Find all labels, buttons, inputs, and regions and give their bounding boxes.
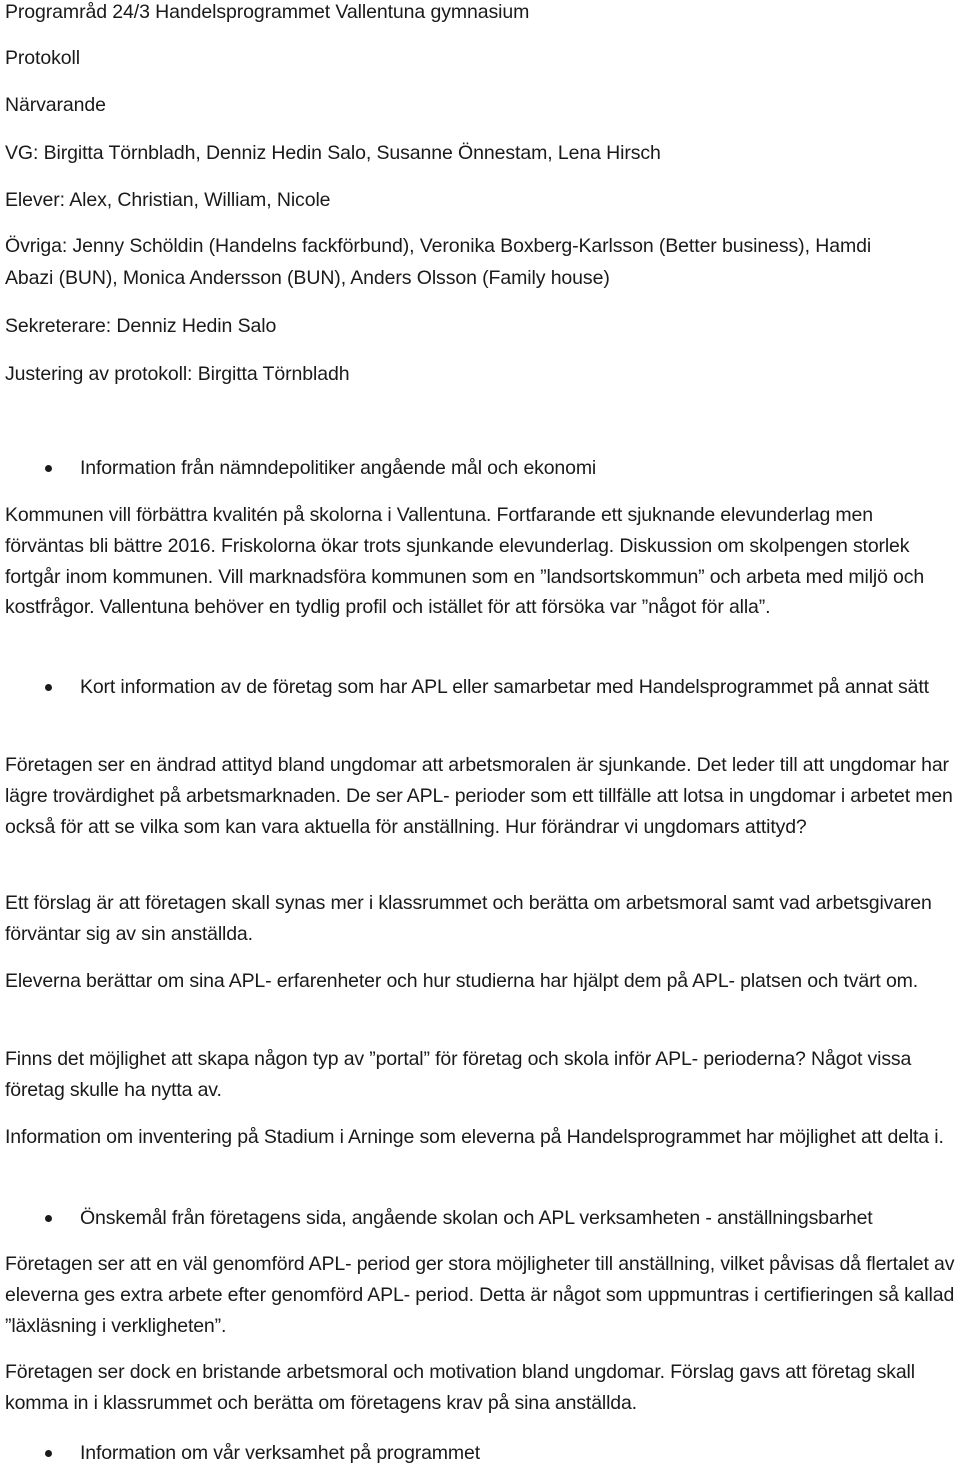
bullet-icon (45, 1215, 52, 1222)
attendees-others-line-1: Övriga: Jenny Schöldin (Handelns fackförbund), Veronika Boxberg-Karlsson (Better business), Hamdi (5, 235, 872, 257)
paragraph: Eleverna berättar om sina APL- erfarenheter och hur studierna har hjälpt dem på APL- platsen och tvärt om. (5, 970, 919, 992)
section-heading-text: Kort information av de företag som har APL eller samarbetar med Handelsprogrammet på annat sätt (80, 676, 929, 698)
paragraph: Företagen ser en ändrad attityd bland ungdomar att arbetsmoralen är sjunkande. Det leder till att ungdomar har lägre trovärdighet på arbetsmarknaden. De ser APL- perioder som ett tillfälle att lotsa in ungdomar i arbetet men också för att se vilka som kan vara aktuella för anställning. Hur förändrar vi ungdomars attityd? (5, 754, 953, 838)
bullet-icon (45, 1450, 52, 1457)
section-heading-text: Information från nämndepolitiker angående mål och ekonomi (80, 457, 597, 479)
secretary: Sekreterare: Denniz Hedin Salo (5, 315, 277, 337)
attendance-heading: Närvarande (5, 94, 106, 116)
paragraph: Information om inventering på Stadium i Arninge som eleverna på Handelsprogrammet har möjlighet att delta i. (5, 1126, 944, 1148)
protocol-adjuster: Justering av protokoll: Birgitta Törnbladh (5, 363, 350, 385)
paragraph: Företagen ser att en väl genomförd APL- period ger stora möjligheter till anställning, vilket påvisas då flertalet av eleverna ges extra arbete efter genomförd APL- period. Detta är något som uppmuntras i certifieringen så kallad ”läxläsning i verkligheten”. (5, 1253, 955, 1337)
paragraph: Kommunen vill förbättra kvalitén på skolorna i Vallentuna. Fortfarande ett sjuknande elevunderlag men förväntas bli bättre 2016. Friskolorna ökar trots sjunkande elevunderlag. Diskussion om skolpengen storlek fortgår inom kommunen. Vill marknadsföra kommunen som en ”landsortskommun” och arbeta med miljö och kostfrågor. Vallentuna behöver en tydlig profil och istället för att försöka var ”något för alla”. (5, 504, 925, 619)
attendees-others-line-2: Abazi (BUN), Monica Andersson (BUN), Anders Olsson (Family house) (5, 267, 610, 289)
bullet-icon (45, 684, 52, 691)
attendees-students: Elever: Alex, Christian, William, Nicole (5, 189, 331, 211)
paragraph: Ett förslag är att företagen skall synas mer i klassrummet och berätta om arbetsmoral samt vad arbetsgivaren förväntar sig av sin anställda. (5, 892, 932, 945)
attendees-vg: VG: Birgitta Törnbladh, Denniz Hedin Salo, Susanne Önnestam, Lena Hirsch (5, 142, 661, 164)
document-subtitle: Protokoll (5, 47, 80, 69)
section-heading-text: Önskemål från företagens sida, angående skolan och APL verksamheten - anställningsbarhet (80, 1207, 873, 1229)
paragraph: Finns det möjlighet att skapa någon typ av ”portal” för företag och skola inför APL- perioderna? Något vissa företag skulle ha nytta av. (5, 1048, 912, 1101)
paragraph: Företagen ser dock en bristande arbetsmoral och motivation bland ungdomar. Förslag gavs att företag skall komma in i klassrummet och berätta om företagens krav på sina anställda. (5, 1361, 915, 1414)
section-heading-text: Information om vår verksamhet på programmet (80, 1442, 480, 1464)
bullet-icon (45, 465, 52, 472)
document-title: Programråd 24/3 Handelsprogrammet Vallentuna gymnasium (5, 1, 530, 23)
